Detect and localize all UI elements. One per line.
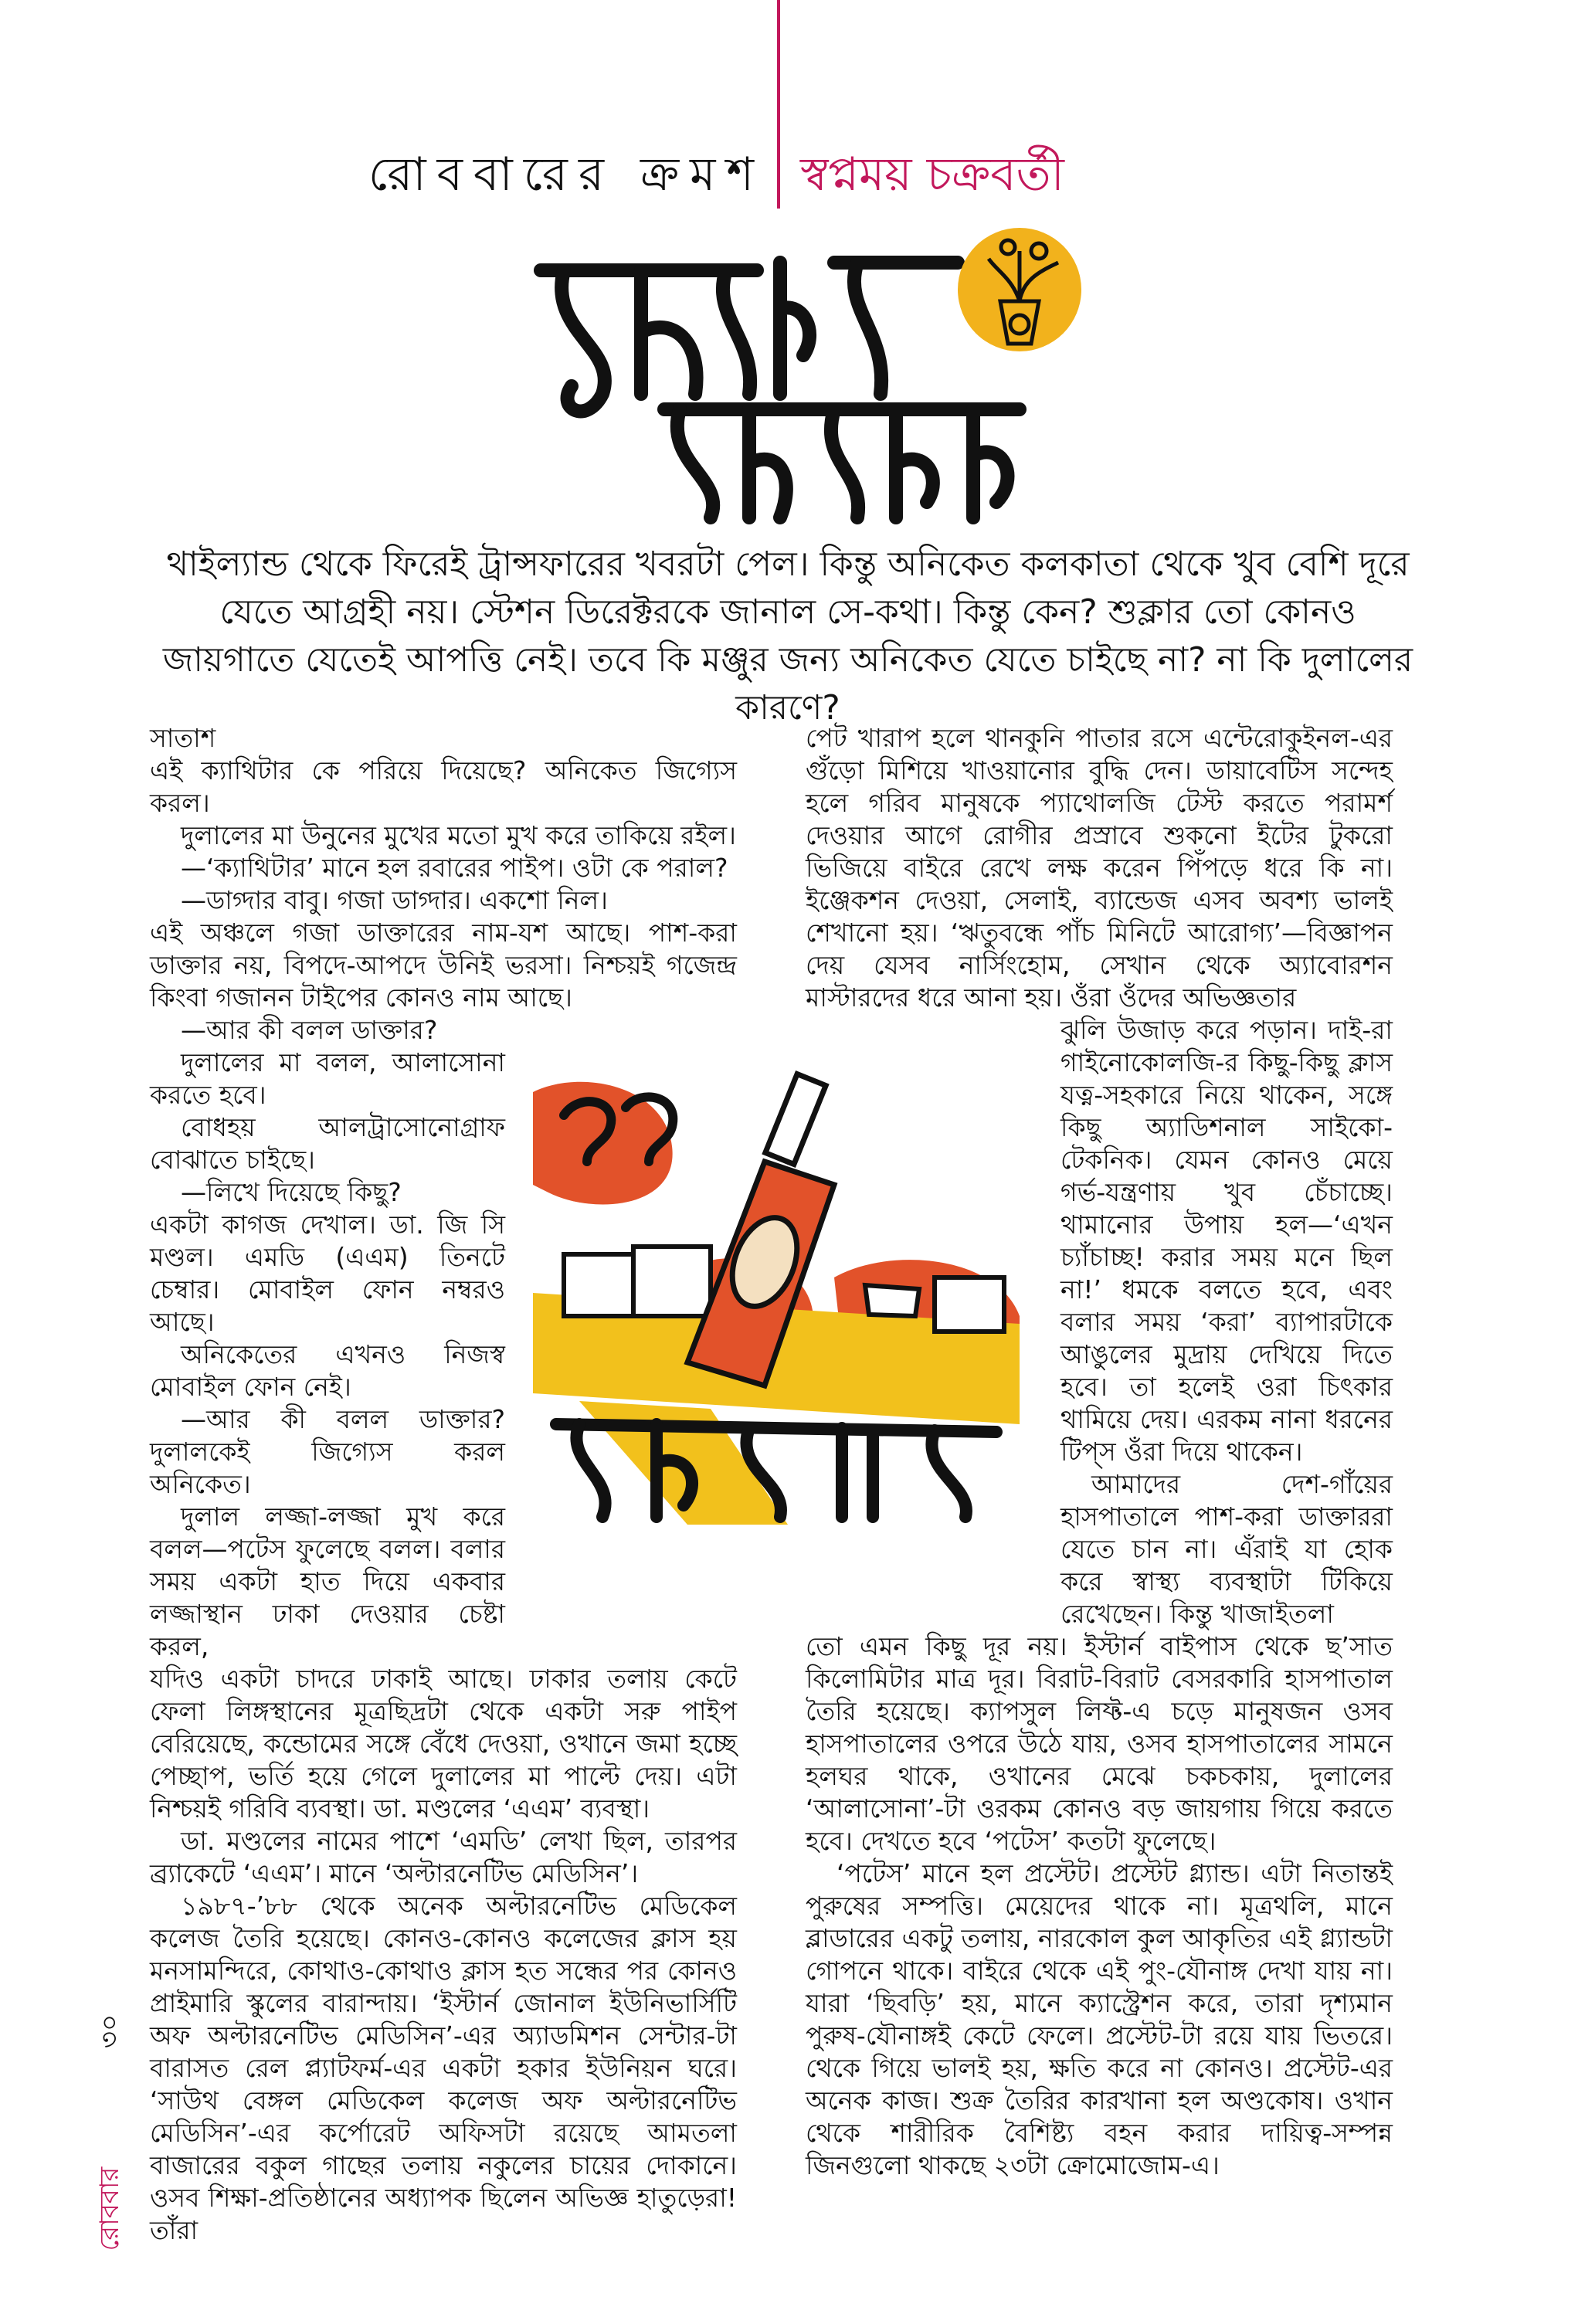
story-blurb: থাইল্যান্ড থেকে ফিরেই ট্রান্সফারের খবরটা পেল। কিন্তু অনিকেত কলকাতা থেকে খুব বেশি দূরে যেতে আগ্রহী নয়। স্টেশন ডিরেক্টরকে জানাল সে-কথা। কিন্তু কেন? শুক্লার তো কোনও জায়গাতে যেতেই আপত্তি নেই। তবে কি মঞ্জুর জন্য অনিকেত যেতে চাইছে না? না কি দুলালের কারণে? xyxy=(162,545,1413,728)
chapter-number: সাতাশ xyxy=(150,723,216,753)
paragraph: এই অঞ্চলে গজা ডাক্তারের নাম-যশ আছে। পাশ-করা ডাক্তার নয়, বিপদে-আপদে উনিই ভরসা। নিশ্চয়ই গজেন্দ্র কিংবা গজানন টাইপের কোনও নাম আছে। xyxy=(150,918,737,1013)
paragraph: ‘পটেস’ মানে হল প্রস্টেট। প্রস্টেট গ্ল্যান্ড। এটা নিতান্তই পুরুষের সম্পত্তি। মেয়েদের থাকে না। মূত্রথলি, মানে ব্লাডারের একটু তলায়, নারকোল কুল আকৃতির এই গ্ল্যান্ডটা গোপনে থাকে। বাইরে থেকে এই পুং-যৌনাঙ্গ দেখা যায় না। যারা ‘ছিবড়ি’ হয়, মানে ক্যাস্ট্রেশন করে, তারা দৃশ্যমান পুরুষ-যৌনাঙ্গই কেটে ফেলে। প্রস্টেট-টা রয়ে যায় ভিতরে। থেকে গিয়ে ভালই হয়, ক্ষতি করে না কোনও। প্রস্টেট-এর অনেক কাজ। শুক্র তৈরির কারখানা হল অণ্ডকোষ। ওখান থেকে শারীরিক বৈশিষ্ট্য বহন করার দায়িত্ব-সম্পন্ন জিনগুলো থাকছে ২৩টা ক্রোমোজোম-এ। xyxy=(806,1858,1393,2180)
paragraph: এই ক্যাথিটার কে পরিয়ে দিয়েছে? অনিকেত জিগ্যেস করল। xyxy=(150,755,737,818)
paragraph: পেট খারাপ হলে থানকুনি পাতার রসে এন্টেরোকুইনল-এর গুঁড়ো মিশিয়ে খাওয়ানোর বুদ্ধি দেন। ডায়াবেটিস সন্দেহ হলে গরিব মানুষকে প্যাথোলজি টেস্ট করতে পরামর্শ দেওয়ার আগে রোগীর প্রস্রাবে শুকনো ইটের টুকরো ভিজিয়ে বাইরে রেখে লক্ষ করেন পিঁপড়ে ধরে কি না। ইঞ্জেকশন দেওয়া, সেলাই, ব্যান্ডেজ এসব অবশ্য ভালই শেখানো হয়। ‘ঋতুবন্ধে পাঁচ মিনিটে আরোগ্য’—বিজ্ঞাপন দেয় যেসব নার্সিংহোম, সেখান থেকে অ্যাবোরশন মাস্টারদের ধরে আনা হয়। ওঁরা ওঁদের অভিজ্ঞতার xyxy=(806,723,1393,1013)
paragraph: —‘ক্যাথিটার’ মানে হল রবারের পাইপ। ওটা কে পরাল? xyxy=(181,853,728,883)
paragraph: —আর কী বলল ডাক্তার? xyxy=(181,1015,438,1045)
page-footer xyxy=(87,2008,133,2317)
paragraph: আমাদের দেশ-গাঁয়ের হাসপাতালে পাশ-করা ডাক্তাররা যেতে চান না। এঁরাই যা হোক করে স্বাস্থ্য ব্যবস্থাটা টিকিয়ে রেখেছেন। কিন্তু খাজাইতলা xyxy=(1060,1469,1393,1629)
paragraph: ১৯৮৭-’৮৮ থেকে অনেক অল্টারনেটিভ মেডিকেল কলেজ তৈরি হয়েছে। কোনও-কোনও কলেজের ক্লাস হয় মনসামন্দিরে, কোথাও-কোথাও ক্লাস হত সন্ধের পর কোনও প্রাইমারি স্কুলের বারান্দায়। ‘ইস্টার্ন জোনাল ইউনিভার্সিটি অফ অল্টারনেটিভ মেডিসিন’-এর অ্যাডমিশন সেন্টার-টা বারাসত রেল প্ল্যাটফর্ম-এর একটা হকার ইউনিয়ন ঘরে। ‘সাউথ বেঙ্গল মেডিকেল কলেজ অফ অল্টারনেটিভ মেডিসিন’-এর কর্পোরেট অফিসটা রয়েছে আমতলা বাজারের বকুল গাছের তলায় নকুলের চায়ের দোকানে। ওসব শিক্ষা-প্রতিষ্ঠানের অধ্যাপক ছিলেন অভিজ্ঞ হাতুড়েরা! তাঁরা xyxy=(150,1891,737,2245)
paragraph: দুলাল লজ্জা-লজ্জা মুখ করে বলল—পটেস ফুলেছে বলল। বলার সময় একটা হাত দিয়ে একবার লজ্জাস্থান ঢাকা দেওয়ার চেষ্টা করল, xyxy=(150,1501,505,1661)
header-divider xyxy=(777,0,780,209)
series-title: রোববারের ক্রমশ xyxy=(368,148,765,202)
page-number: ৩০ xyxy=(94,2014,125,2049)
paragraph: যদিও একটা চাদরে ঢাকাই আছে। ঢাকার তলায় কেটে ফেলা লিঙ্গস্থানের মূত্রছিদ্রটা থেকে একটা সরু পাইপ বেরিয়েছে, কন্ডোমের সঙ্গে বেঁধে দেওয়া, ওখানে জমা হচ্ছে পেচ্ছাপ, ভর্তি হয়ে গেলে দুলালের মা পাল্টে দেয়। এটা নিশ্চয়ই গরিবি ব্যবস্থা। ডা. মণ্ডলের ‘এএম’ ব্যবস্থা। xyxy=(150,1664,737,1824)
paragraph: তো এমন কিছু দূর নয়। ইস্টার্ন বাইপাস থেকে ছ’সাত কিলোমিটার মাত্র দূর। বিরাট-বিরাট বেসরকারি হাসপাতাল তৈরি হয়েছে। ক্যাপসুল লিফ্ট-এ চড়ে মানুষজন ওসব হাসপাতালের ওপরে উঠে যায়, ওসব হাসপাতালের সামনে হলঘর থাকে, ওখানের মেঝে চকচকায়, দুলালের ‘আলাসোনা’-টা ওরকম কোনও বড় জায়গায় গিয়ে করতে হবে। দেখতে হবে ‘পটেস’ কতটা ফুলেছে। xyxy=(806,1631,1393,1856)
paragraph: অনিকেতের এখনও নিজস্ব মোবাইল ফোন নেই। xyxy=(150,1339,505,1402)
paragraph: —লিখে দিয়েছে কিছু? xyxy=(181,1177,402,1207)
story-illustration xyxy=(533,1061,1020,1525)
paragraph: দুলালের মা উনুনের মুখের মতো মুখ করে তাকিয়ে রইল। xyxy=(181,820,736,850)
paragraph: ডা. মণ্ডলের নামের পাশে ‘এমডি’ লেখা ছিল, তারপর ব্র্যাকেটে ‘এএম’। মানে ‘অল্টারনেটিভ মেডিসিন’। xyxy=(150,1826,737,1888)
story-title-logo xyxy=(525,216,1097,525)
paragraph: দুলালের মা বলল, আলাসোনা করতে হবে। xyxy=(150,1047,505,1110)
paragraph: একটা কাগজ দেখাল। ডা. জি সি মণ্ডল। এমডি (এএম) তিনটে চেম্বার। মোবাইল ফোন নম্বরও আছে। xyxy=(150,1209,505,1337)
magazine-name: রোববার xyxy=(94,2166,125,2251)
paragraph: ঝুলি উজাড় করে পড়ান। দাই-রা গাইনোকোলজি-র কিছু-কিছু ক্লাস যত্ন-সহকারে নিয়ে থাকেন, সঙ্গে কিছু অ্যাডিশনাল সাইকো-টেকনিক। যেমন কোনও মেয়ে গর্ভ-যন্ত্রণায় খুব চেঁচাচ্ছে। থামানোর উপায় হল—‘এখন চ্যাঁচাচ্ছ! করার সময় মনে ছিল না!’ ধমকে বলতে হবে, এবং বলার সময় ‘করা’ ব্যাপারটাকে আঙুলের মুদ্রায় দেখিয়ে দিতে হবে। তা হলেই ওরা চিৎকার থামিয়ে দেয়। এরকম নানা ধরনের টিপ্‌স ওঁরা দিয়ে থাকেন। xyxy=(1060,1015,1393,1467)
paragraph: —আর কী বলল ডাক্তার? দুলালকেই জিগ্যেস করল অনিকেত। xyxy=(150,1404,505,1499)
paragraph: —ডাগ্দার বাবু। গজা ডাগ্দার। একশো নিল। xyxy=(181,885,608,915)
author-name: স্বপ্নময় চক্রবর্তী xyxy=(800,148,1064,202)
paragraph: বোধহয় আলট্রাসোনোগ্রাফ বোঝাতে চাইছে। xyxy=(150,1112,505,1175)
